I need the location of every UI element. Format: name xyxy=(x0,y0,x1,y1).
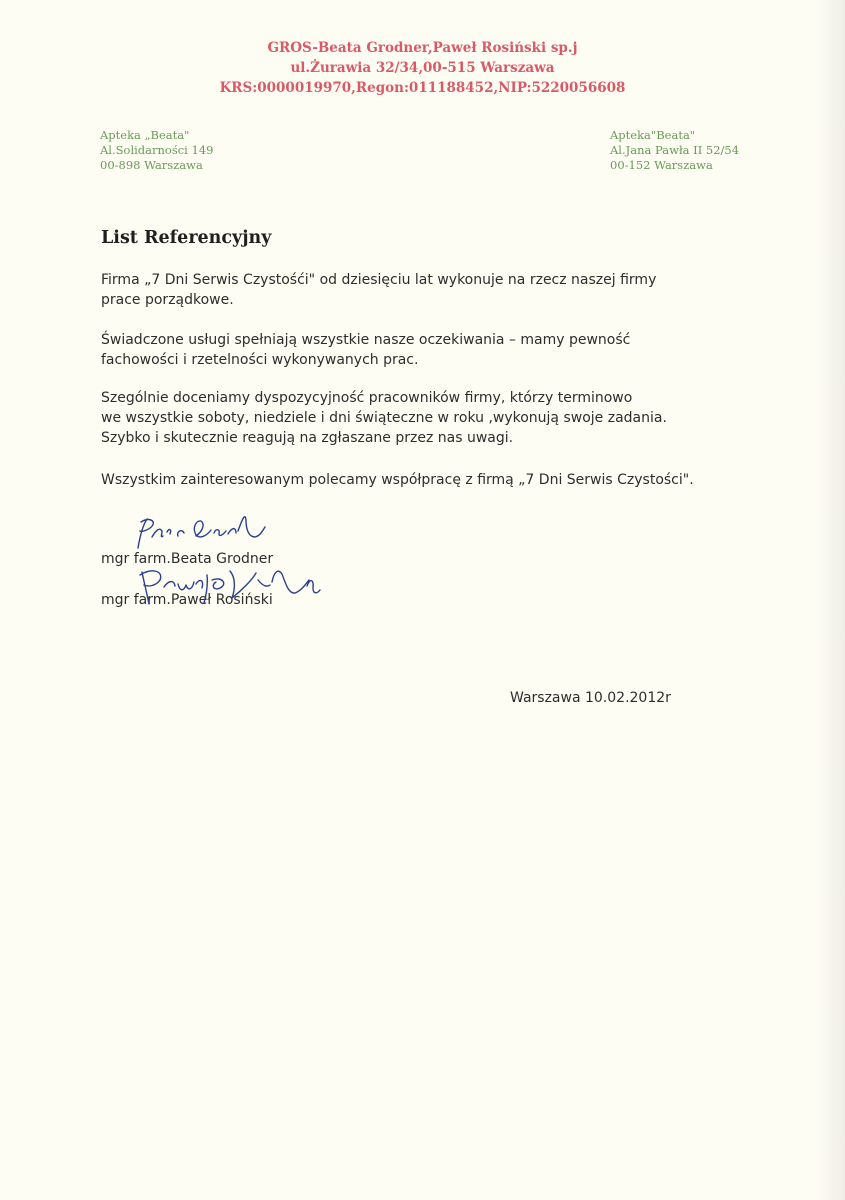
paragraph-3 xyxy=(101,388,667,448)
text-line: we wszystkie soboty, niedziele i dni świąteczne w roku ,wykonują swoje zadania. xyxy=(101,410,667,426)
pharmacy-street: Al.Solidarności 149 xyxy=(100,143,214,157)
signatory-1: mgr farm.Beata Grodner xyxy=(101,551,274,567)
pharmacy-street: Al.Jana Pawła II 52/54 xyxy=(610,143,740,157)
text-line: Świadczone usługi spełniają wszystkie nasze oczekiwania – mamy pewność xyxy=(101,332,631,348)
text-line: Firma „7 Dni Serwis Czystośći" od dziesięciu lat wykonuje na rzecz naszej firmy xyxy=(101,272,657,288)
letter-title: List Referencyjny xyxy=(101,228,272,248)
text-line: Szybko i skutecznie reagują na zgłaszane przez nas uwagi. xyxy=(101,430,514,446)
text-line: fachowości i rzetelności wykonywanych prac. xyxy=(101,352,419,368)
letter-date: Warszawa 10.02.2012r xyxy=(510,690,671,706)
signatory-2: mgr farm.Paweł Rosiński xyxy=(101,592,273,608)
text-line: Wszystkim zainteresowanym polecamy współpracę z firmą „7 Dni Serwis Czystości". xyxy=(101,472,694,488)
paragraph-4 xyxy=(101,470,694,490)
signature-beata-grodner xyxy=(138,517,265,548)
text-line: Szególnie doceniamy dyspozycyjność pracowników firmy, którzy terminowo xyxy=(101,390,633,406)
page-shadow xyxy=(815,0,845,1200)
company-address: ul.Żurawia 32/34,00-515 Warszawa xyxy=(290,60,555,76)
pharmacy-name: Apteka"Beata" xyxy=(610,128,696,142)
pharmacy-name: Apteka „Beata" xyxy=(100,128,190,142)
letterhead xyxy=(0,38,845,98)
paragraph-1 xyxy=(101,270,656,310)
text-line: prace porządkowe. xyxy=(101,292,234,308)
company-registry: KRS:0000019970,Regon:011188452,NIP:5220056608 xyxy=(219,80,626,96)
pharmacy-left xyxy=(100,128,213,173)
pharmacy-right xyxy=(610,128,739,173)
paragraph-2 xyxy=(101,330,630,370)
pharmacy-city: 00-152 Warszawa xyxy=(610,158,713,172)
company-name: GROS-Beata Grodner,Paweł Rosiński sp.j xyxy=(267,40,578,56)
pharmacy-city: 00-898 Warszawa xyxy=(100,158,203,172)
